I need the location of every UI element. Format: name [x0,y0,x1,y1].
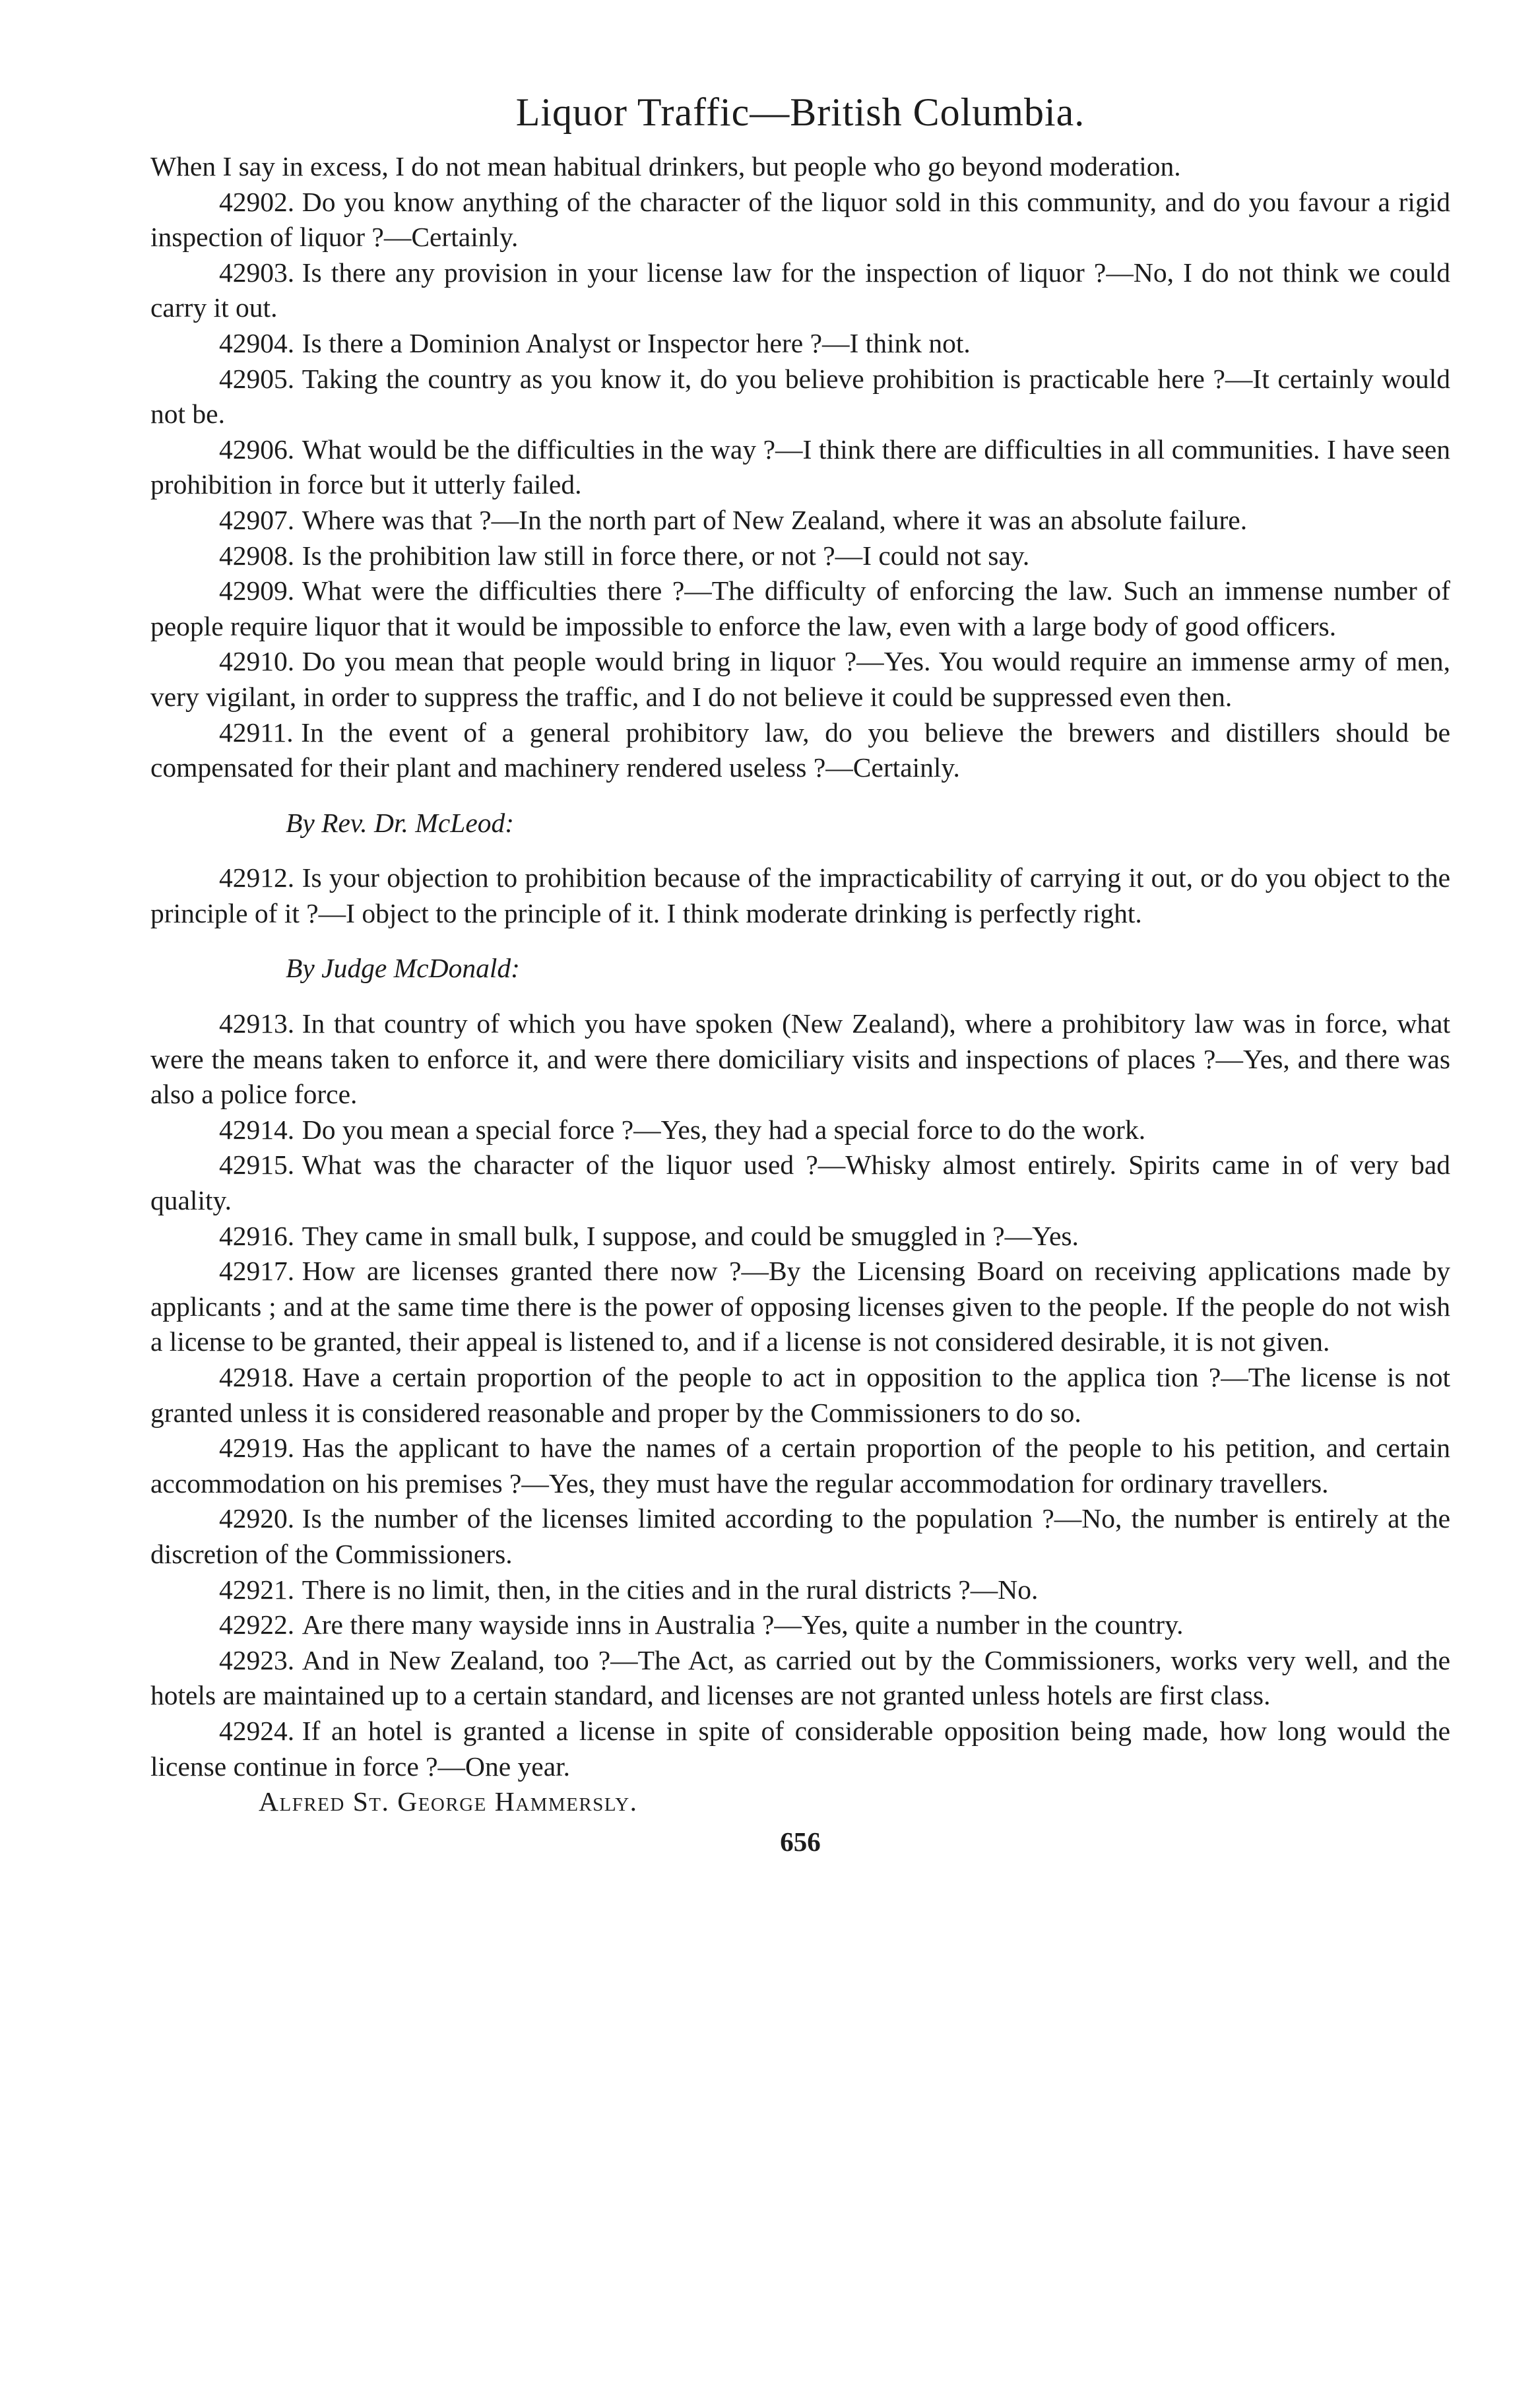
question-text: Is there any provision in your license law for the inspection of liquor ?—No, I do not think we could carry it out. [150,257,1450,323]
question-paragraph [150,715,1450,786]
question-text: What would be the difficulties in the way ?—I think there are difficulties in all communities. I have seen prohibition in force but it utterly failed. [150,434,1450,500]
section-heading-mcdonald: By Judge McDonald: [286,953,520,984]
question-paragraph [150,1006,1450,1113]
question-paragraph [150,1219,1450,1254]
question-paragraph [150,326,1450,362]
question-text: Taking the country as you know it, do you believe prohibition is practicable here ?—It certainly would not be. [150,363,1450,430]
question-number: 42917. [219,1256,295,1287]
question-paragraph [150,503,1450,538]
question-text: In that country of which you have spoken (New Zealand), where a prohibitory law was in force, what were the means taken to enforce it, and were there domiciliary visits and inspections of places ?—Yes, and there was also a police force. [150,1008,1450,1110]
question-number: 42905. [219,363,295,394]
running-title: Liquor Traffic—British Columbia. [515,90,1085,134]
question-paragraph [150,1147,1450,1218]
question-number: 42923. [219,1644,295,1675]
opening-paragraph: When I say in excess, I do not mean habitual drinkers, but people who go beyond moderation. [150,151,1181,181]
question-text: Is the prohibition law still in force there, or not ?—I could not say. [302,540,1030,571]
question-paragraph [150,255,1450,326]
document-page [150,86,1450,1859]
question-number: 42914. [219,1114,295,1145]
question-list-mcleod [150,860,1450,931]
question-paragraph [150,644,1450,715]
question-number: 42916. [219,1220,295,1251]
question-text: Are there many wayside inns in Australia ?—Yes, quite a number in the country. [302,1609,1184,1640]
question-text: Do you mean that people would bring in liquor ?—Yes. You would require an immense army of men, very vigilant, in order to suppress the traffic, and I do not believe it could be suppressed even then. [150,646,1450,712]
question-list-general [150,185,1450,786]
question-number: 42906. [219,434,295,465]
question-number: 42922. [219,1609,295,1640]
question-number: 42918. [219,1362,295,1392]
question-number: 42911. [219,717,294,748]
question-paragraph [150,1607,1450,1643]
question-number: 42903. [219,257,295,288]
page-number: 656 [780,1826,821,1857]
question-paragraph [150,1254,1450,1360]
question-text: How are licenses granted there now ?—By the Licensing Board on receiving applications made by applicants ; and at the same time there is the power of opposing licenses given to the people. If the people do not wish a license to be granted, their appeal is listened to, and if a license is not considered desirable, it is not given. [150,1256,1450,1357]
question-paragraph [150,185,1450,255]
question-number: 42910. [219,646,295,677]
question-paragraph [150,538,1450,574]
question-number: 42908. [219,540,295,571]
question-paragraph [150,1572,1450,1608]
question-number: 42904. [219,327,295,358]
question-paragraph [150,1431,1450,1501]
witness-signature: Alfred St. George Hammersly. [259,1786,638,1817]
question-paragraph [150,1501,1450,1572]
section-heading-mcleod: By Rev. Dr. McLeod: [286,807,515,838]
question-text: They came in small bulk, I suppose, and could be smuggled in ?—Yes. [302,1220,1079,1251]
question-number: 42912. [219,862,295,893]
question-number: 42920. [219,1503,295,1534]
question-number: 42913. [219,1008,295,1039]
question-text: There is no limit, then, in the cities and in the rural districts ?—No. [302,1574,1039,1605]
question-text: Where was that ?—In the north part of New Zealand, where it was an absolute failure. [302,504,1248,535]
question-list-mcdonald [150,1006,1450,1784]
question-text: Have a certain proportion of the people to act in opposition to the applica tion ?—The license is not granted unless it is considered reasonable and proper by the Commissioners to do so. [150,1362,1450,1428]
question-number: 42902. [219,186,295,217]
question-paragraph [150,362,1450,432]
question-number: 42924. [219,1715,295,1746]
question-paragraph [150,1360,1450,1431]
question-paragraph [150,1113,1450,1148]
question-text: Do you mean a special force ?—Yes, they had a special force to do the work. [302,1114,1146,1145]
question-paragraph [150,573,1450,644]
question-paragraph [150,432,1450,503]
question-paragraph [150,860,1450,931]
question-text: Is there a Dominion Analyst or Inspector here ?—I think not. [302,327,971,358]
question-text: In the event of a general prohibitory law, do you believe the brewers and distillers should be compensated for their plant and machinery rendered useless ?—Certainly. [150,717,1450,783]
question-text: Do you know anything of the character of the liquor sold in this community, and do you favour a rigid inspection of liquor ?—Certainly. [150,186,1450,253]
question-number: 42921. [219,1574,295,1605]
question-text: Is the number of the licenses limited according to the population ?—No, the number is entirely at the discretion of the Commissioners. [150,1503,1450,1569]
question-text: Is your objection to prohibition because of the impracticability of carrying it out, or do you object to the principle of it ?—I object to the principle of it. I think moderate drinking is perfectly right. [150,862,1450,928]
question-number: 42919. [219,1433,295,1464]
question-text: What were the difficulties there ?—The difficulty of enforcing the law. Such an immense number of people require liquor that it would be impossible to enforce the law, even with a large body of good officers. [150,575,1450,641]
question-paragraph [150,1714,1450,1784]
question-number: 42915. [219,1149,295,1180]
question-text: And in New Zealand, too ?—The Act, as carried out by the Commissioners, works very well, and the hotels are maintained up to a certain standard, and licenses are not granted unless hotels are first class. [150,1644,1450,1711]
question-text: If an hotel is granted a license in spite of considerable opposition being made, how long would the license continue in force ?—One year. [150,1715,1450,1782]
question-paragraph [150,1643,1450,1714]
question-text: What was the character of the liquor used ?—Whisky almost entirely. Spirits came in of very bad quality. [150,1149,1450,1216]
question-number: 42909. [219,575,295,606]
question-number: 42907. [219,504,295,535]
question-text: Has the applicant to have the names of a certain proportion of the people to his petition, and certain accommodation on his premises ?—Yes, they must have the regular accommodation for ordinary travellers. [150,1433,1450,1499]
